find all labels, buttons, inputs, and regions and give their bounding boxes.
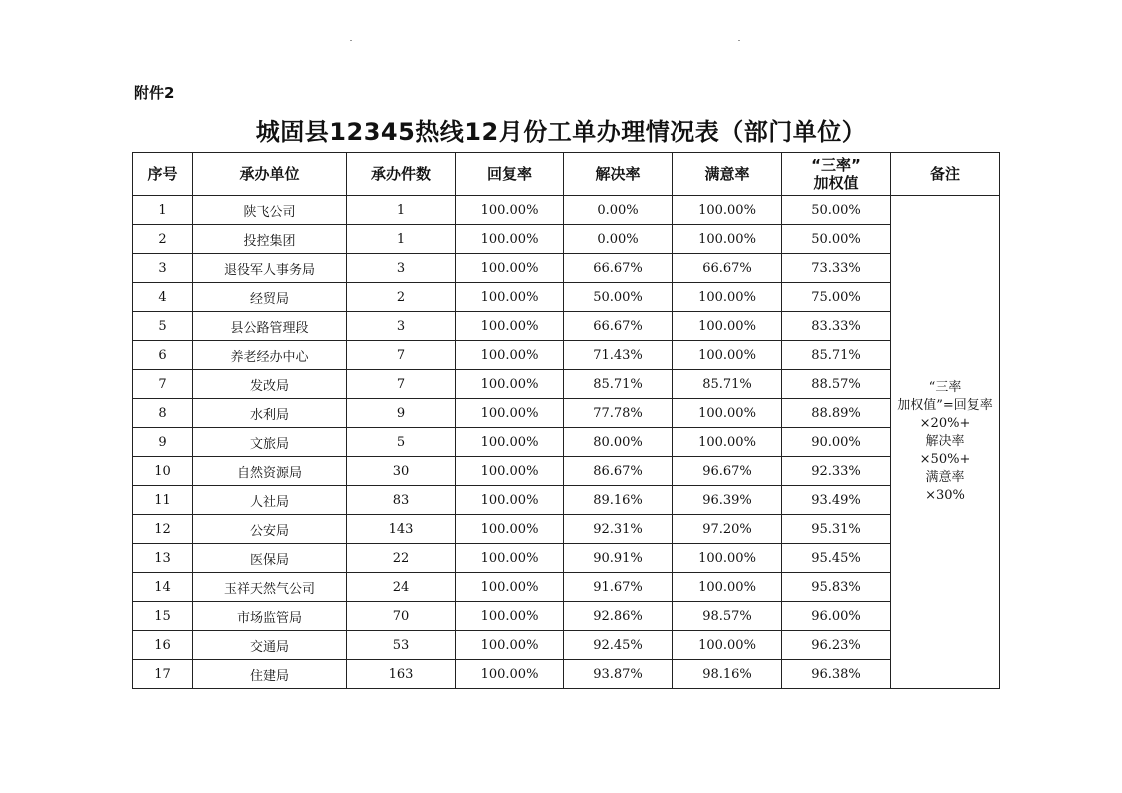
cell-satisfaction-rate: 97.20% [673,515,782,544]
table-row [133,428,1000,457]
cell-weighted-value: 92.33% [782,457,891,486]
cell-resolve-rate: 92.45% [564,631,673,660]
cell-unit: 陕飞公司 [193,196,347,225]
cell-satisfaction-rate: 100.00% [673,631,782,660]
cell-index: 6 [133,341,193,370]
cell-reply-rate: 100.00% [456,254,564,283]
cell-weighted-value: 95.83% [782,573,891,602]
cell-satisfaction-rate: 100.00% [673,428,782,457]
table-row [133,457,1000,486]
cell-index: 17 [133,660,193,689]
cell-reply-rate: 100.00% [456,573,564,602]
cell-count: 7 [347,370,456,399]
table-row [133,631,1000,660]
cell-count: 2 [347,283,456,312]
cell-resolve-rate: 77.78% [564,399,673,428]
header-remark: 备注 [891,153,1000,196]
cell-index: 8 [133,399,193,428]
cell-weighted-value: 85.71% [782,341,891,370]
cell-reply-rate: 100.00% [456,544,564,573]
cell-count: 143 [347,515,456,544]
cell-satisfaction-rate: 96.39% [673,486,782,515]
table-row [133,544,1000,573]
cell-resolve-rate: 90.91% [564,544,673,573]
cell-satisfaction-rate: 100.00% [673,196,782,225]
cell-resolve-rate: 91.67% [564,573,673,602]
cell-unit: 县公路管理段 [193,312,347,341]
cell-unit: 医保局 [193,544,347,573]
cell-weighted-value: 50.00% [782,225,891,254]
work-order-table [132,152,1000,689]
cell-weighted-value: 95.31% [782,515,891,544]
cell-unit: 住建局 [193,660,347,689]
cell-reply-rate: 100.00% [456,196,564,225]
cell-index: 11 [133,486,193,515]
cell-resolve-rate: 86.67% [564,457,673,486]
cell-reply-rate: 100.00% [456,457,564,486]
cell-index: 16 [133,631,193,660]
header-weighted-value: “三率” 加权值 [782,153,891,196]
cell-reply-rate: 100.00% [456,660,564,689]
cell-resolve-rate: 93.87% [564,660,673,689]
cell-satisfaction-rate: 98.57% [673,602,782,631]
cell-index: 14 [133,573,193,602]
cell-satisfaction-rate: 100.00% [673,399,782,428]
cell-weighted-value: 83.33% [782,312,891,341]
cell-unit: 发改局 [193,370,347,399]
table-row [133,341,1000,370]
cell-count: 3 [347,254,456,283]
cell-weighted-value: 90.00% [782,428,891,457]
cell-reply-rate: 100.00% [456,631,564,660]
table-row [133,486,1000,515]
cell-reply-rate: 100.00% [456,602,564,631]
cell-satisfaction-rate: 100.00% [673,225,782,254]
cell-unit: 经贸局 [193,283,347,312]
cell-weighted-value: 96.23% [782,631,891,660]
cell-count: 53 [347,631,456,660]
header-reply-rate: 回复率 [456,153,564,196]
table-row [133,225,1000,254]
cell-unit: 自然资源局 [193,457,347,486]
cell-reply-rate: 100.00% [456,486,564,515]
cell-unit: 投控集团 [193,225,347,254]
cell-reply-rate: 100.00% [456,225,564,254]
cell-unit: 退役军人事务局 [193,254,347,283]
cell-satisfaction-rate: 100.00% [673,341,782,370]
cell-unit: 文旅局 [193,428,347,457]
cell-count: 7 [347,341,456,370]
cell-unit: 玉祥天然气公司 [193,573,347,602]
header-satisfaction-rate: 满意率 [673,153,782,196]
cell-reply-rate: 100.00% [456,283,564,312]
cell-weighted-value: 73.33% [782,254,891,283]
cell-weighted-value: 96.00% [782,602,891,631]
table-row [133,399,1000,428]
cell-satisfaction-rate: 98.16% [673,660,782,689]
cell-resolve-rate: 50.00% [564,283,673,312]
cell-index: 2 [133,225,193,254]
cell-resolve-rate: 0.00% [564,225,673,254]
cell-count: 5 [347,428,456,457]
cell-index: 12 [133,515,193,544]
cell-resolve-rate: 89.16% [564,486,673,515]
attachment-label: 附件2 [134,84,175,102]
scan-speck [350,40,352,41]
cell-count: 1 [347,225,456,254]
cell-unit: 公安局 [193,515,347,544]
cell-count: 30 [347,457,456,486]
cell-resolve-rate: 85.71% [564,370,673,399]
cell-satisfaction-rate: 66.67% [673,254,782,283]
cell-count: 22 [347,544,456,573]
scan-speck [738,40,740,41]
cell-index: 9 [133,428,193,457]
header-unit: 承办单位 [193,153,347,196]
cell-resolve-rate: 66.67% [564,254,673,283]
table-row [133,254,1000,283]
cell-unit: 交通局 [193,631,347,660]
cell-satisfaction-rate: 100.00% [673,283,782,312]
cell-resolve-rate: 66.67% [564,312,673,341]
cell-count: 3 [347,312,456,341]
cell-satisfaction-rate: 100.00% [673,573,782,602]
cell-count: 24 [347,573,456,602]
cell-reply-rate: 100.00% [456,515,564,544]
cell-index: 3 [133,254,193,283]
cell-satisfaction-rate: 85.71% [673,370,782,399]
table-header-row [133,153,1000,196]
cell-index: 7 [133,370,193,399]
cell-resolve-rate: 92.86% [564,602,673,631]
header-count: 承办件数 [347,153,456,196]
cell-reply-rate: 100.00% [456,428,564,457]
table-row [133,602,1000,631]
cell-index: 1 [133,196,193,225]
cell-resolve-rate: 71.43% [564,341,673,370]
cell-index: 15 [133,602,193,631]
remark-cell: “三率 加权值”=回复率 ×20%+ 解决率 ×50%+ 满意率 ×30% [891,196,1000,689]
table-row [133,196,1000,225]
cell-weighted-value: 88.57% [782,370,891,399]
cell-index: 4 [133,283,193,312]
cell-index: 10 [133,457,193,486]
table-row [133,573,1000,602]
cell-weighted-value: 95.45% [782,544,891,573]
cell-reply-rate: 100.00% [456,312,564,341]
cell-count: 163 [347,660,456,689]
table-row [133,370,1000,399]
cell-count: 9 [347,399,456,428]
table-row [133,660,1000,689]
cell-reply-rate: 100.00% [456,399,564,428]
cell-weighted-value: 75.00% [782,283,891,312]
cell-count: 70 [347,602,456,631]
cell-count: 1 [347,196,456,225]
cell-index: 13 [133,544,193,573]
table-body [133,196,1000,689]
cell-resolve-rate: 80.00% [564,428,673,457]
header-resolve-rate: 解决率 [564,153,673,196]
cell-satisfaction-rate: 100.00% [673,312,782,341]
cell-unit: 市场监管局 [193,602,347,631]
cell-resolve-rate: 92.31% [564,515,673,544]
cell-index: 5 [133,312,193,341]
cell-reply-rate: 100.00% [456,370,564,399]
cell-reply-rate: 100.00% [456,341,564,370]
table-row [133,312,1000,341]
cell-unit: 水利局 [193,399,347,428]
table-row [133,283,1000,312]
table-row [133,515,1000,544]
document-title: 城固县12345热线12月份工单办理情况表（部门单位） [255,118,867,146]
cell-weighted-value: 93.49% [782,486,891,515]
cell-satisfaction-rate: 100.00% [673,544,782,573]
cell-weighted-value: 96.38% [782,660,891,689]
cell-weighted-value: 88.89% [782,399,891,428]
cell-resolve-rate: 0.00% [564,196,673,225]
header-index: 序号 [133,153,193,196]
cell-unit: 养老经办中心 [193,341,347,370]
cell-satisfaction-rate: 96.67% [673,457,782,486]
cell-unit: 人社局 [193,486,347,515]
cell-weighted-value: 50.00% [782,196,891,225]
cell-count: 83 [347,486,456,515]
